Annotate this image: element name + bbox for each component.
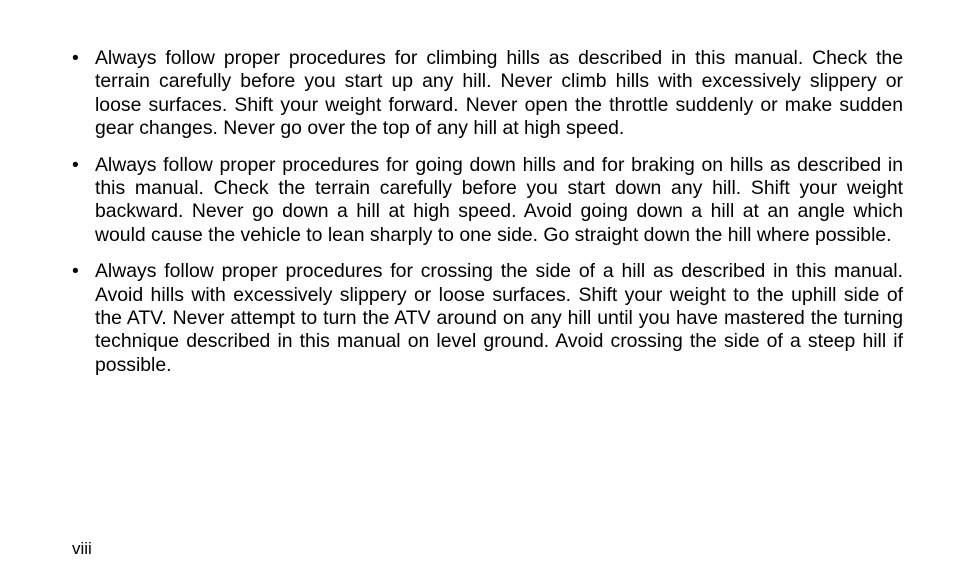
- bullet-item-crossing-hill-side: [72, 260, 903, 377]
- bullet-icon: •: [72, 153, 79, 176]
- page-number: viii: [72, 539, 92, 558]
- bullet-item-going-down-hills: [72, 154, 903, 248]
- bullet-text: Always follow proper procedures for crossing the side of a hill as described in this manual. Avoid hills with excessively slippery or loose surfaces. Shift your weight to the uphill side of the ATV. Never attempt to turn the ATV around on any hill until you have mastered the turning technique described in this manual on level ground. Avoid crossing the side of a steep hill if possible.: [95, 260, 903, 376]
- bullet-text: Always follow proper procedures for going down hills and for braking on hills as described in this manual. Check the terrain carefully before you start down any hill. Shift your weight backward. Never go down a hill at high speed. Avoid going down a hill at an angle which would cause the vehicle to lean sharply to one side. Go straight down the hill where possible.: [95, 153, 903, 246]
- bullet-text: Always follow proper procedures for climbing hills as described in this manual. Check the terrain carefully before you start up any hill. Never climb hills with excessively slippery or loose surfaces. Shift your weight forward. Never open the throttle suddenly or make sudden gear changes. Never go over the top of any hill at high speed.: [95, 47, 903, 140]
- bullet-icon: •: [72, 47, 79, 69]
- bullet-icon: •: [72, 260, 79, 283]
- bullet-item-climbing-hills: [72, 47, 903, 141]
- warning-bullet-list: [72, 47, 903, 390]
